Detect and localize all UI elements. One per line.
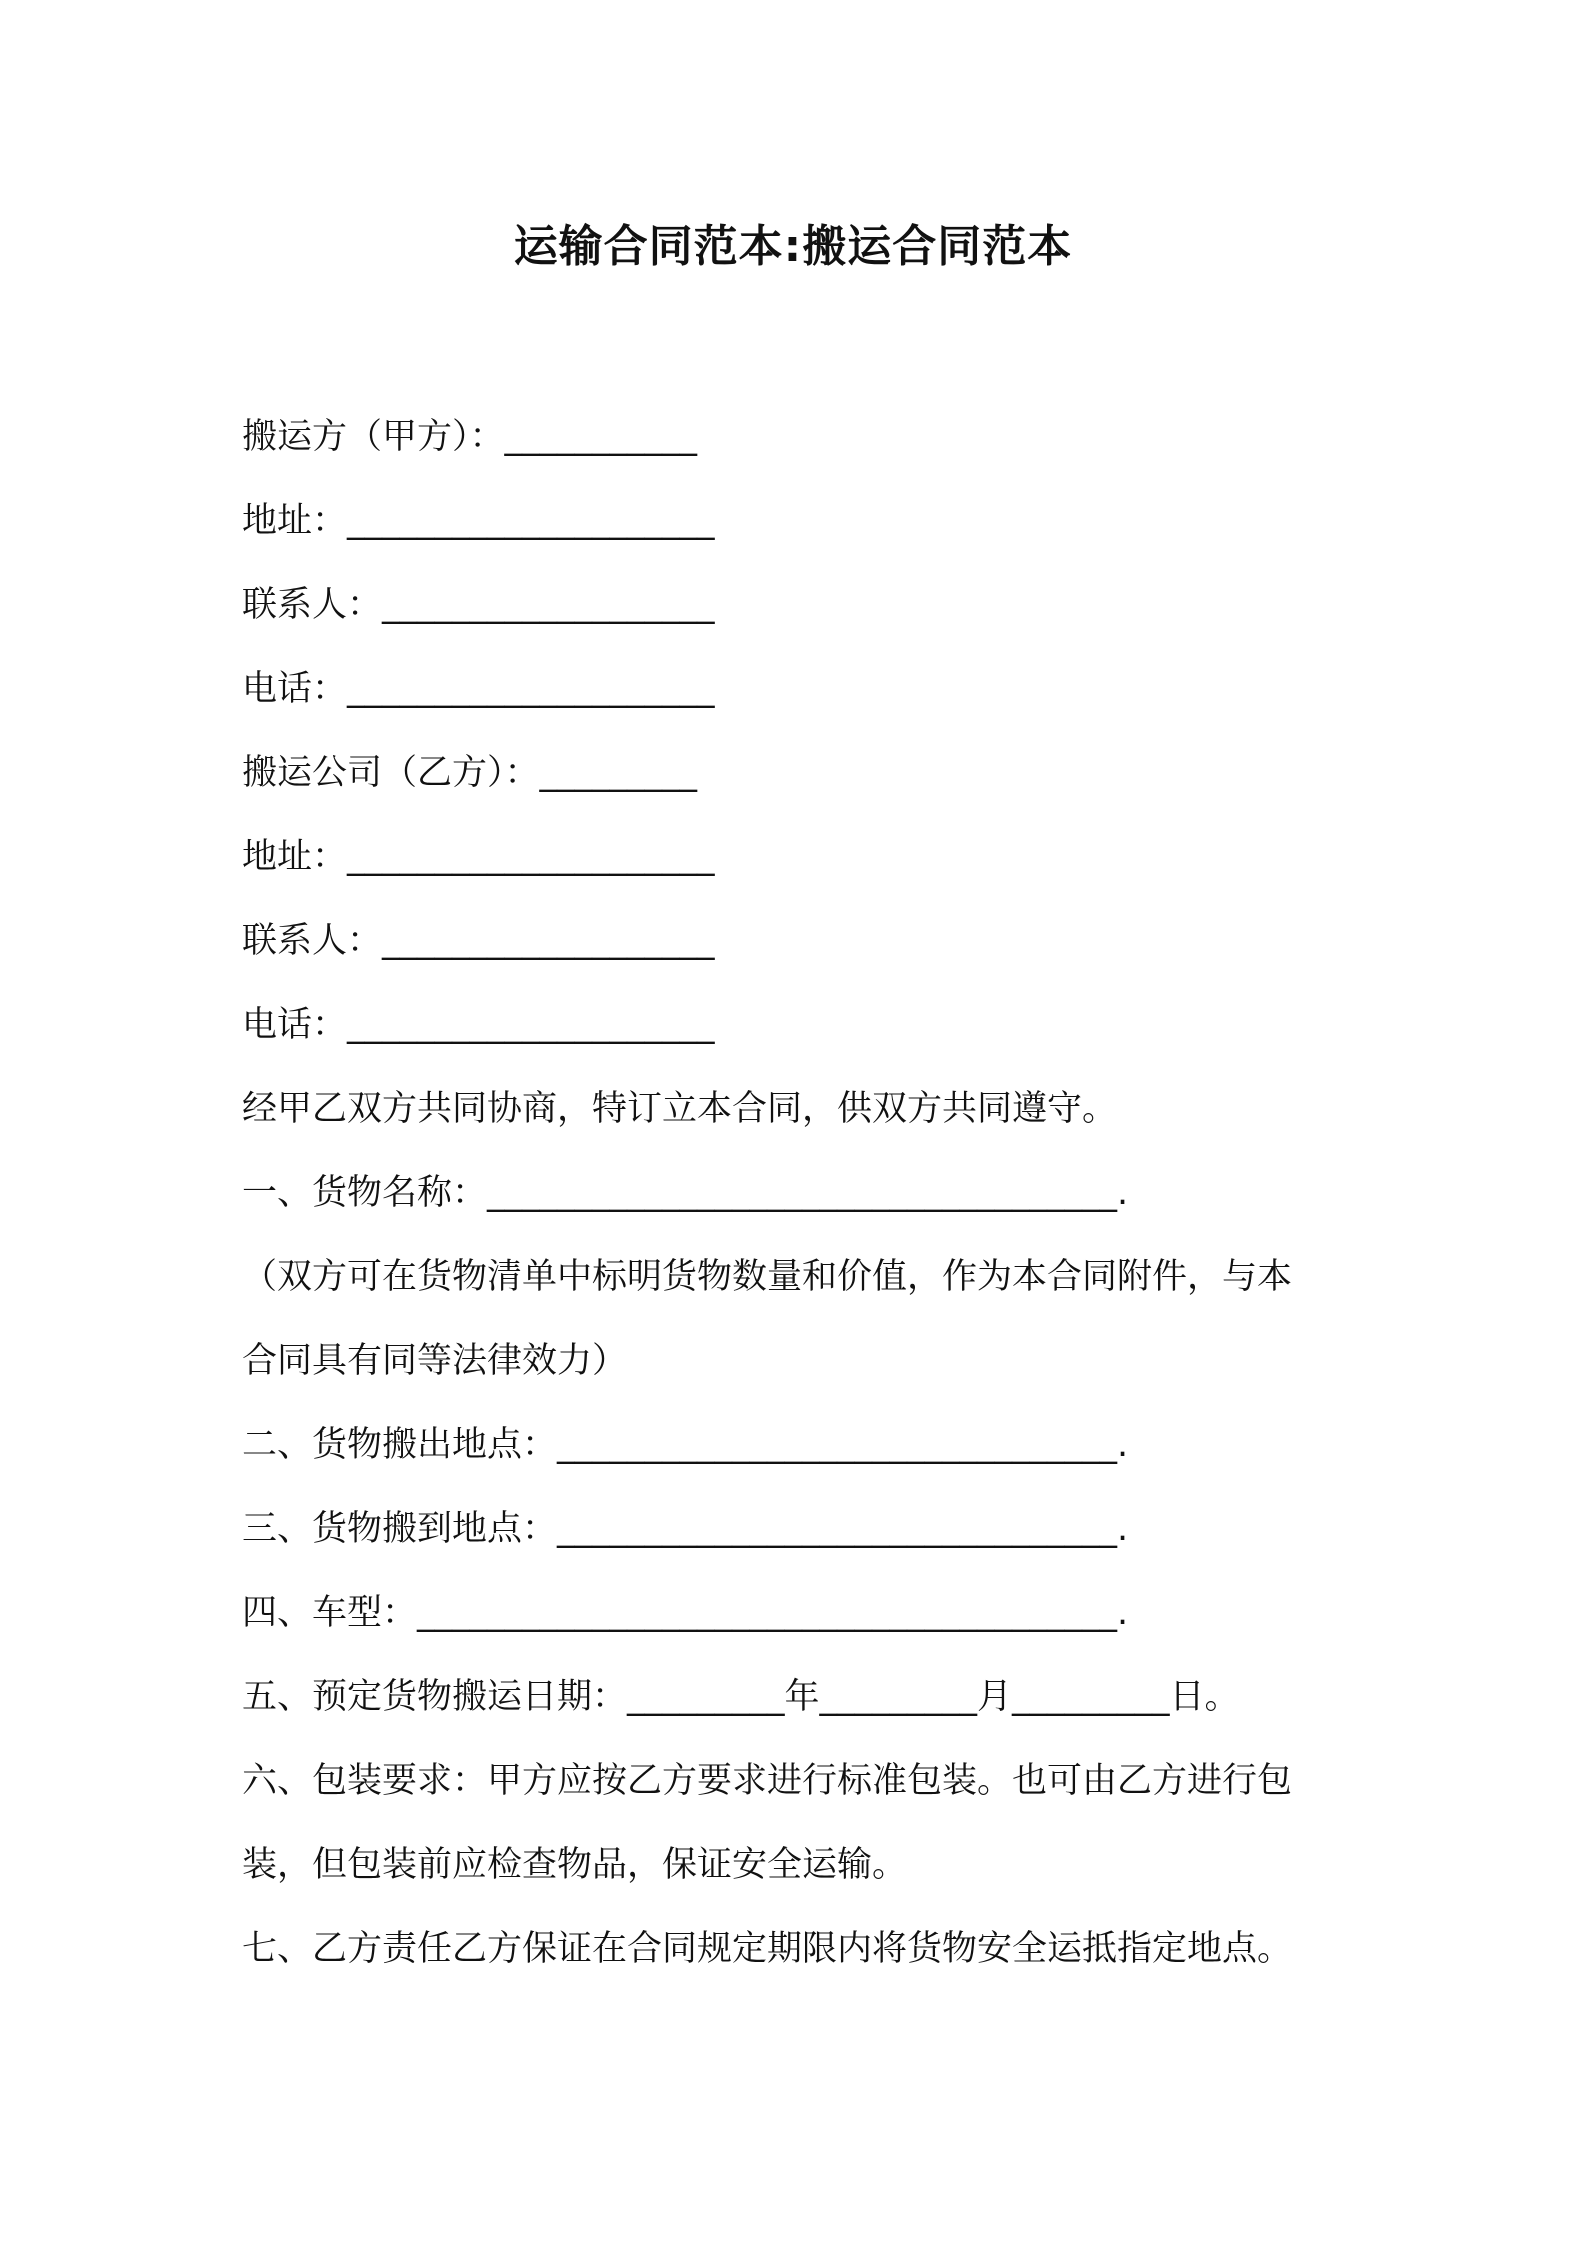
- clause-7-party-b-responsibility: 七、乙方责任乙方保证在合同规定期限内将货物安全运抵指定地点。: [242, 1929, 1293, 1969]
- clause-4-vehicle-type: 四、车型：________________________________________.: [242, 1593, 1129, 1633]
- party-b-phone-line: 电话：_____________________: [242, 1005, 715, 1045]
- clause-6-packaging-line-1: 六、包装要求：甲方应按乙方要求进行标准包装。也可由乙方进行包: [242, 1761, 1293, 1801]
- party-a-name-line: 搬运方（甲方）：___________: [242, 417, 698, 457]
- party-b-contact-line: 联系人：___________________: [242, 921, 715, 961]
- party-b-address-line: 地址：_____________________: [242, 837, 715, 877]
- agreement-intro-paragraph: 经甲乙双方共同协商，特订立本合同，供双方共同遵守。: [242, 1089, 1118, 1129]
- clause-1-goods-name: 一、货物名称：____________________________________.: [242, 1173, 1129, 1213]
- clause-1-note-line-2: 合同具有同等法律效力）: [242, 1341, 628, 1381]
- clause-1-note-line-1: （双方可在货物清单中标明货物数量和价值，作为本合同附件，与本: [242, 1257, 1293, 1297]
- party-a-contact-line: 联系人：___________________: [242, 585, 715, 625]
- document-title: 运输合同范本:搬运合同范本: [513, 221, 1073, 272]
- clause-2-pickup-location: 二、货物搬出地点：________________________________.: [242, 1425, 1129, 1465]
- party-a-phone-line: 电话：_____________________: [242, 669, 715, 709]
- clause-3-delivery-location: 三、货物搬到地点：________________________________.: [242, 1509, 1129, 1549]
- clause-6-packaging-line-2: 装，但包装前应检查物品，保证安全运输。: [242, 1845, 908, 1885]
- party-a-address-line: 地址：_____________________: [242, 501, 715, 541]
- party-b-name-line: 搬运公司（乙方）：_________: [242, 753, 698, 793]
- clause-5-scheduled-date: 五、预定货物搬运日期：_________年_________月_________日。: [242, 1677, 1240, 1717]
